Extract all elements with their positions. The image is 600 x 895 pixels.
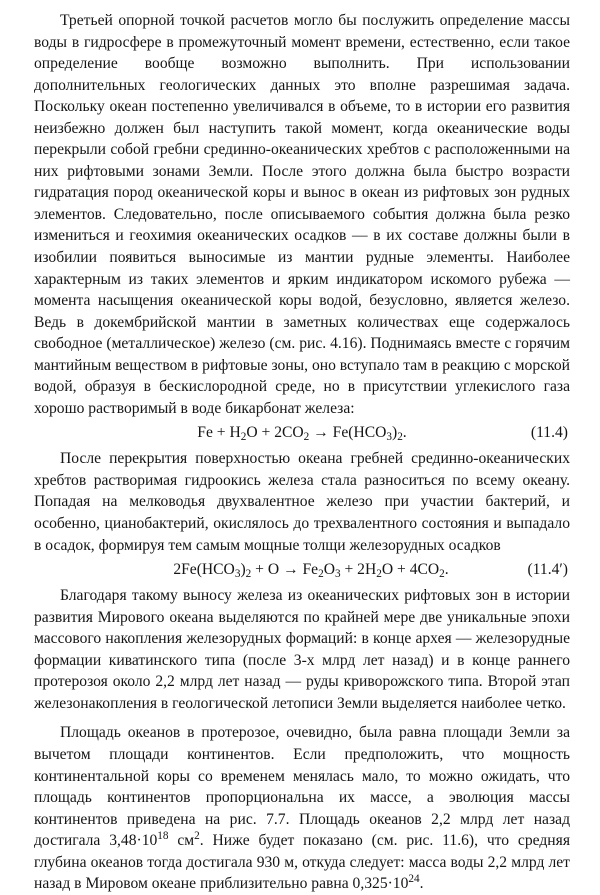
equation-11-4-prime-number: (11.4′) — [527, 561, 568, 579]
paragraph-hydrosphere-mass: Третьей опорной точкой расчетов могло бы послужить определение массы воды в гидросфере в промежуточный момент времени, естественно, если такое определение вообще возможно выполнить. При использовании дополнительных геологических данных это вполне разрешимая задача. Поскольку океан постепенно увеличивался в объеме, то в истории его развития неизбежно должен был наступить такой момент, когда океанические воды перекрыли собой гребни срединно-океанических хребтов с расположенными на них рифтовыми зонами Земли. После этого должна была быстро возрасти гидратация пород океанической коры и вынос в океан из рифтовых зон рудных элементов. Следовательно, после описываемого события должна была резко измениться и геохимия океанических осадков — в их составе должны были в изобилии появиться выносимые из мантии рудные элементы. Наиболее характерным из таких элементов и ярким индикатором искомого рубежа — момента насыщения океанической коры водой, безусловно, является железо. Ведь в докембрийской мантии в заметных количествах еще содержалось свободное (металлическое) железо (см. рис. 4.16). Поднимаясь вместе с горячим мантийным веществом в рифтовые зоны, оно вступало там в реакцию с морской водой, образуя в бескислородной среде, но в присутствии углекислого газа хорошо растворимый в воде бикарбонат железа: — [34, 12, 570, 417]
equation-11-4 — [34, 421, 570, 444]
paragraph-ridge-overlap: После перекрытия поверхностью океана гребней срединно-океанических хребтов растворимая гидроокись железа стала разноситься по всему океану. Попадая на мелководья двухвалентное железо при участии бактерий, и особенно, цианобактерий, окислялось до трехвалентного состояния и выпадало в осадок, формируя тем самым мощные толщи железорудных осадков — [34, 450, 570, 554]
paragraph-iron-formations: Благодаря такому выносу железа из океанических рифтовых зон в истории развития Мирового океана выделяются по крайней мере две уникальные эпохи массового накопления железорудных формаций: в конце архея — железорудные формации киватинского типа (после 3-х млрд лет назад) и в конце раннего протерозоя около 2,2 млрд лет назад — руды криворожского типа. Второй этап железонакопления в геологической летописи Земли выделяется наиболее четко. — [34, 587, 570, 712]
equation-11-4-number: (11.4) — [530, 424, 568, 442]
paragraph-ocean-area: Площадь океанов в протерозое, очевидно, была равна площади Земли за вычетом площади континентов. Если предположить, что мощность континентальной коры со временем менялась мало, то можно ожидать, что площадь континентов пропорциональна их массе, а эволюция массы континентов приведена на рис. 7.7. Площадь океанов 2,2 млрд лет назад достигала $3,48\cdot 10^{18}$ $см^2$. Ниже будет показано (см. рис. 11.6), что средняя глубина океанов тогда достигала 930 м, откуда следует: масса воды 2,2 млрд лет назад в Мировом океане приблизительно равна $0,325\cdot 10^{24}$. — [34, 724, 570, 893]
equation-11-4-prime — [34, 558, 570, 581]
equation-11-4-prime-formula: $2Fe(HCO_3)_2 + O \to Fe_2O_3 + 2H_2O + 4CO_2$. — [173, 561, 449, 581]
equation-11-4-formula: $Fe + H_2O + 2CO_2 \to Fe(HCO_3)_2$. — [197, 424, 407, 444]
